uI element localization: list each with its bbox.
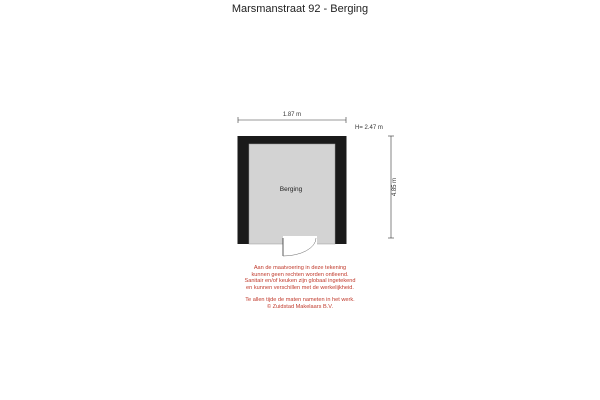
door: [283, 236, 317, 256]
door-opening: [283, 236, 317, 245]
copyright: © Zuidstad Makelaars B.V.: [266, 303, 334, 310]
disclaimer-line: Te allen tijde de maten nameten in het werk.: [245, 297, 355, 304]
disclaimer-line: kunnen geen rechten worden ontleend.: [251, 271, 349, 278]
width-label: 1.87 m: [282, 112, 302, 118]
depth-label: 4.85 m: [392, 177, 398, 197]
ceiling-height-label: H= 2.47 m: [355, 125, 383, 131]
room-label: Berging: [279, 186, 303, 193]
room-floor: [249, 144, 335, 244]
width-dimension: [238, 112, 346, 123]
disclaimer-line: en kunnen verschillen met de werkelijkheid.: [246, 284, 354, 291]
disclaimer-line: Aan de maatvoering in deze tekening: [253, 265, 347, 271]
depth-dimension: [388, 136, 398, 238]
drawing-title: Marsmanstraat 92 - Berging: [231, 3, 369, 15]
disclaimer-line: Sanitair en/of keuken zijn globaal ingetekend: [244, 278, 356, 285]
disclaimer: [150, 265, 450, 311]
